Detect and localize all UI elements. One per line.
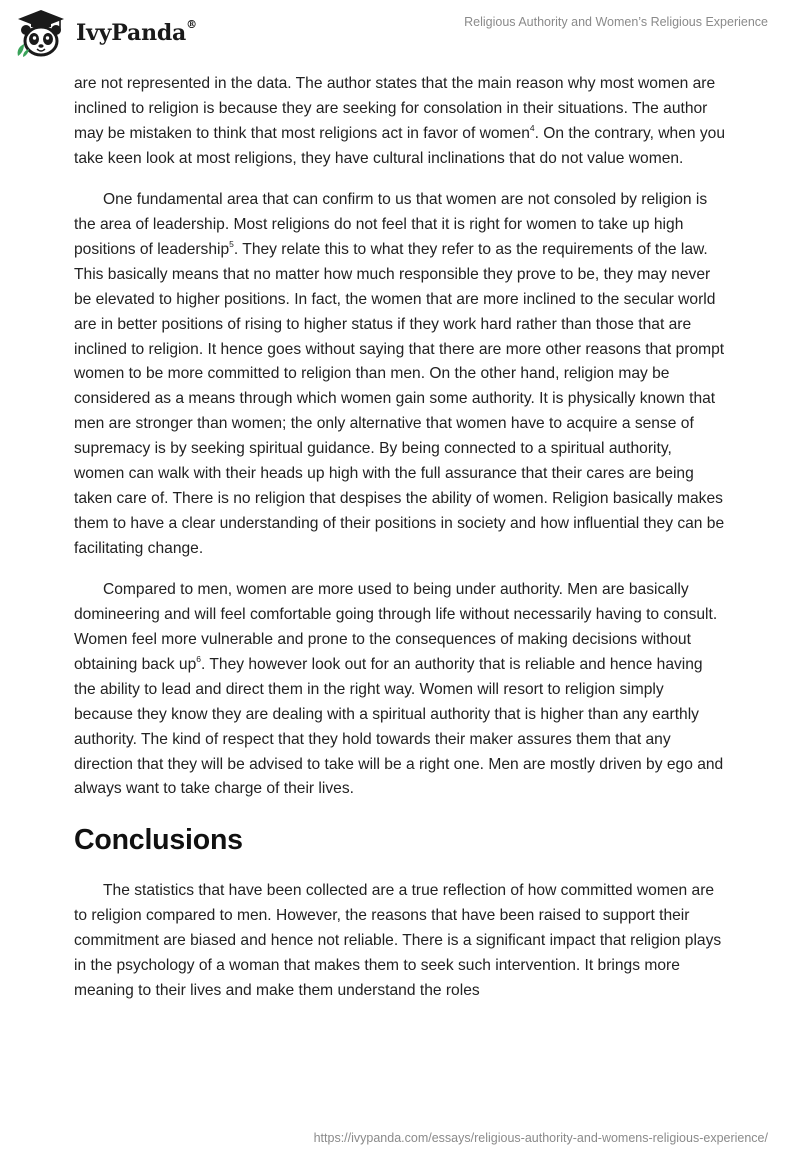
paragraph-conclusions: The statistics that have been collected are a true reflection of how committed women are to religion compared to men. However, the reasons that have been raised to support their commitment are biased and hence not reliable. There is a significant impact that religion plays in the psychology of a woman that makes them to seek such intervention. It brings more meaning to their lives and make them understand the roles [74, 882, 722, 999]
essay-body [74, 72, 726, 1004]
document-running-title: Religious Authority and Women’s Religious Experience [464, 15, 768, 29]
page-header [0, 0, 800, 70]
footnote-ref[interactable]: 6 [196, 653, 201, 664]
panda-graduate-icon [14, 8, 68, 58]
footnote-ref[interactable]: 5 [229, 238, 234, 249]
paragraph-2: One fundamental area that can confirm to us that women are not consoled by religion is the area of leadership. Most religions do not feel that it is right for women to take up high positions of leadership$^5$. They relate this to what they refer to as the requirements of the law. This basically means that no matter how much responsible they prove to be, they may never be elevated to higher positions. In fact, the women that are more inclined to the secular world are in better positions of rising to higher status if they work hard rather than those that are inclined to religion. It hence goes without saying that there are more other reasons that prompt women to be more committed to religion than men. On the other hand, religion may be considered as a means through which women gain some authority. It is physically known that men are stronger than women; the only alternative that women have to acquire a sense of supremacy is by seeking spiritual guidance. By being connected to a spiritual authority, women can walk with their heads up high with the full assurance that their cares are being taken care of. There is no religion that despises the ability of women. Religion basically makes them to have a clear understanding of their positions in society and how influential they can be facilitating change. [74, 191, 725, 557]
source-url[interactable]: https://ivypanda.com/essays/religious-authority-and-womens-religious-experience/ [313, 1131, 768, 1145]
brand-logo[interactable] [14, 8, 197, 58]
paragraph-1: are not represented in the data. The author states that the main reason why most women are inclined to religion is because they are seeking for consolation in their situations. The author may be mistaken to think that most religions act in favor of women$^4$. On the contrary, when you take keen look at most religions, they have cultural inclinations that do not value women. [74, 75, 726, 167]
section-heading-conclusions: Conclusions [74, 824, 243, 857]
footnote-ref[interactable]: 4 [529, 122, 535, 133]
brand-name: IvyPanda® [76, 18, 197, 46]
paragraph-3: Compared to men, women are more used to being under authority. Men are basically domineering and will feel comfortable going through life without necessarily having to consult. Women feel more vulnerable and prone to the consequences of making decisions without obtaining back $up^6$. They however look out for an authority that is reliable and hence having the ability to lead and direct them in the right way. Women will resort to religion simply because they know they are dealing with a spiritual authority that is higher than any earthly authority. The kind of respect that they hold towards their maker assures them that any direction that they will be advised to take will be a right one. Men are mostly driven by ego and always want to take charge of their lives. [74, 581, 724, 798]
